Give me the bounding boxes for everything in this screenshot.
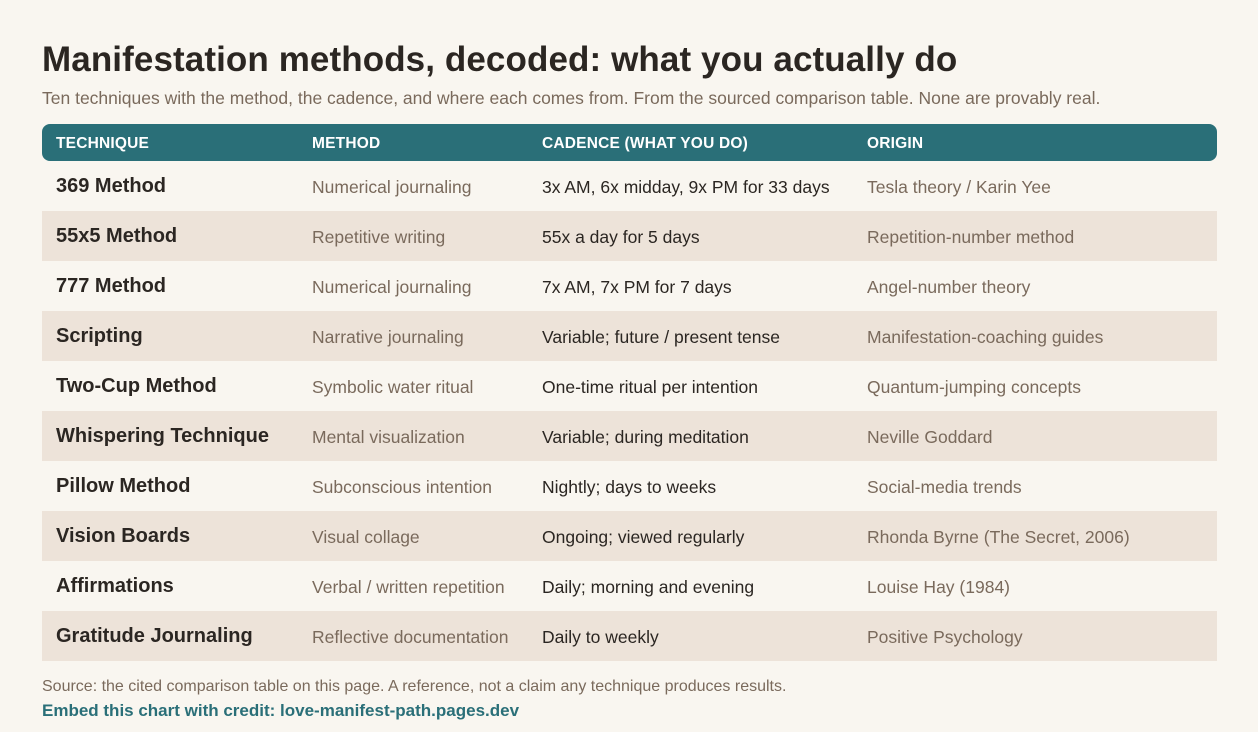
cell-method: Repetitive writing (312, 227, 446, 247)
table-row (42, 311, 1217, 361)
cell-technique: Two-Cup Method (56, 375, 217, 397)
cell-technique: Scripting (56, 325, 143, 347)
table-row (42, 611, 1217, 661)
page-title: Manifestation methods, decoded: what you actually do (42, 40, 958, 79)
cell-cadence: 3x AM, 6x midday, 9x PM for 33 days (542, 177, 830, 197)
table-row (42, 411, 1217, 461)
cell-technique: 55x5 Method (56, 225, 178, 247)
cell-origin: Manifestation-coaching guides (867, 327, 1104, 347)
cell-origin: Tesla theory / Karin Yee (867, 177, 1051, 197)
cell-cadence: Variable; during meditation (542, 427, 749, 447)
cell-technique: 777 Method (56, 275, 167, 297)
cell-origin: Positive Psychology (867, 627, 1023, 647)
table-row (42, 511, 1217, 561)
cell-technique: Vision Boards (56, 525, 191, 547)
cell-cadence: Nightly; days to weeks (542, 477, 717, 497)
cell-method: Numerical journaling (312, 177, 472, 197)
cell-method: Verbal / written repetition (312, 577, 505, 597)
table-row (42, 161, 1217, 211)
header-method: METHOD (312, 135, 381, 152)
embed-credit-link[interactable]: Embed this chart with credit: love-manifest-path.pages.dev (42, 701, 520, 720)
cell-technique: Affirmations (56, 575, 174, 597)
cell-method: Numerical journaling (312, 277, 472, 297)
cell-technique: Gratitude Journaling (56, 625, 253, 647)
header-technique: TECHNIQUE (56, 135, 150, 152)
cell-method: Subconscious intention (312, 477, 492, 497)
cell-cadence: Ongoing; viewed regularly (542, 527, 745, 547)
table-row (42, 461, 1217, 511)
cell-method: Narrative journaling (312, 327, 464, 347)
cell-origin: Rhonda Byrne (The Secret, 2006) (867, 527, 1130, 547)
cell-cadence: Daily to weekly (542, 627, 659, 647)
cell-origin: Neville Goddard (867, 427, 993, 447)
cell-method: Mental visualization (312, 427, 465, 447)
cell-cadence: 7x AM, 7x PM for 7 days (542, 277, 732, 297)
page-subtitle: Ten techniques with the method, the cadence, and where each comes from. From the sourced comparison table. None are provably real. (42, 88, 1101, 108)
cell-cadence: 55x a day for 5 days (542, 227, 700, 247)
cell-origin: Quantum-jumping concepts (867, 377, 1081, 397)
header-origin: ORIGIN (867, 135, 924, 152)
table-row (42, 211, 1217, 261)
comparison-table (42, 124, 1217, 661)
cell-origin: Angel-number theory (867, 277, 1031, 297)
cell-technique: Pillow Method (56, 475, 191, 497)
cell-technique: 369 Method (56, 175, 167, 197)
table-row (42, 361, 1217, 411)
table-row (42, 561, 1217, 611)
cell-cadence: One-time ritual per intention (542, 377, 758, 397)
cell-method: Reflective documentation (312, 627, 509, 647)
header-cadence: CADENCE (WHAT YOU DO) (542, 135, 748, 152)
table-row (42, 261, 1217, 311)
cell-technique: Whispering Technique (56, 425, 269, 447)
cell-cadence: Daily; morning and evening (542, 577, 755, 597)
cell-cadence: Variable; future / present tense (542, 327, 781, 347)
source-note: Source: the cited comparison table on this page. A reference, not a claim any technique produces results. (42, 678, 787, 695)
cell-origin: Louise Hay (1984) (867, 577, 1010, 597)
cell-origin: Social-media trends (867, 477, 1022, 497)
cell-method: Visual collage (312, 527, 420, 547)
cell-origin: Repetition-number method (867, 227, 1075, 247)
cell-method: Symbolic water ritual (312, 377, 474, 397)
table-body (42, 161, 1217, 661)
table-header (42, 124, 1217, 161)
